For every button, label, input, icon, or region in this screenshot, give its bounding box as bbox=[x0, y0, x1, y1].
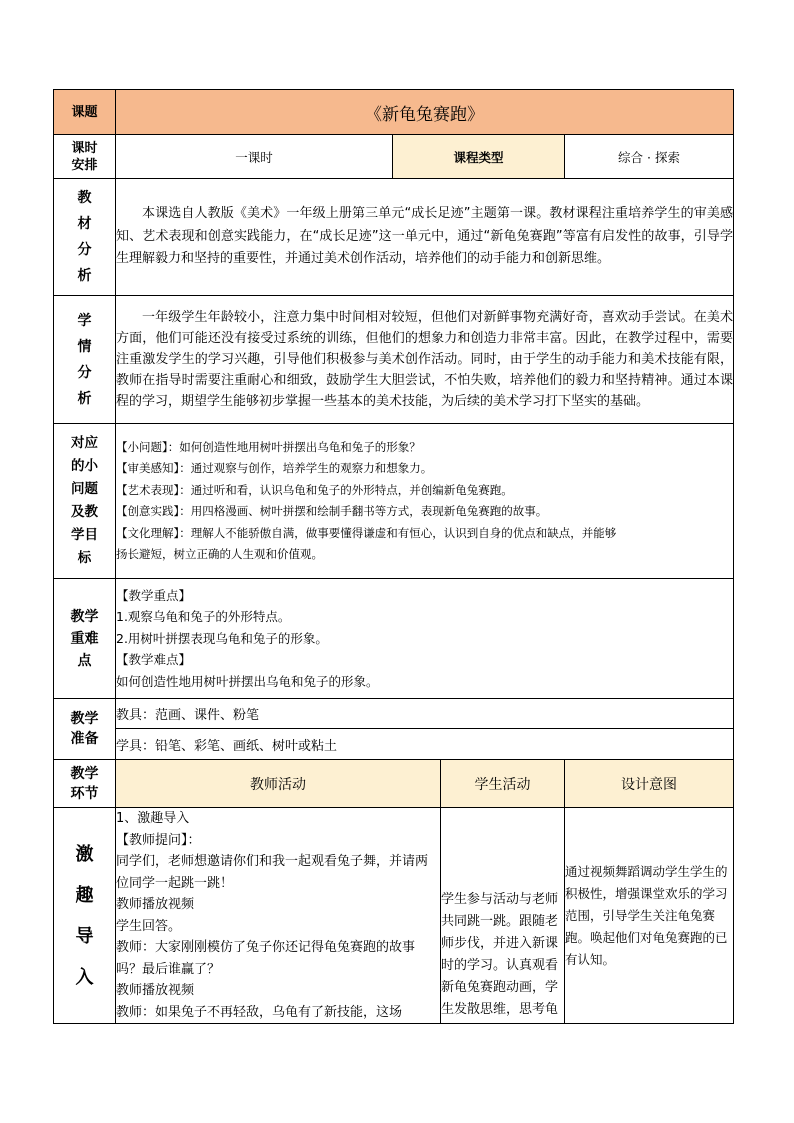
key-points-label: 教学重难点 bbox=[54, 579, 116, 699]
intro-row bbox=[54, 808, 734, 1024]
teacher-activity-line: 学生回答。 bbox=[116, 918, 182, 934]
teacher-activity-line: 教师：大家刚刚模仿了兔子你还记得龟兔赛跑的故事吗？最后谁赢了？ bbox=[116, 940, 416, 977]
intro-label: 激趣导入 bbox=[54, 808, 116, 1024]
student-activity-header: 学生活动 bbox=[441, 760, 565, 808]
course-title-row bbox=[54, 90, 734, 135]
objectives-label: 对应的小问题及教学目标 bbox=[54, 424, 116, 579]
objective-line: 【文化理解】：理解人不能骄傲自满，做事要懂得谦虚和有恒心，认识到自身的优点和缺点，并能够 bbox=[116, 525, 617, 540]
key-point-line: 2.用树叶拼摆表现乌龟和兔子的形象。 bbox=[116, 630, 328, 646]
objective-line: 【审美感知】：通过观察与创作，培养学生的观察力和想象力。 bbox=[116, 461, 433, 475]
teacher-tools-row bbox=[54, 699, 734, 729]
textbook-analysis-text: 本课选自人教版《美术》一年级上册第三单元“成长足迹”主题第一课。教材课程注重培养学生的审美感知、艺术表现和创意实践能力，在“成长足迹”这一单元中，通过“新龟兔赛跑”等富有启发性的故事，引导学生理解毅力和坚持的重要性，并通过美术创作活动，培养他们的动手能力和创新思维。 bbox=[116, 179, 734, 296]
objectives-row bbox=[54, 424, 734, 579]
intro-teacher-activity bbox=[116, 808, 441, 1024]
course-title: 《新龟兔赛跑》 bbox=[116, 90, 734, 135]
teacher-activity-line: 教师播放视频 bbox=[116, 897, 195, 912]
student-tools: 学具：铅笔、彩笔、画纸、树叶或粘土 bbox=[116, 729, 734, 760]
teacher-activity-line: 教师：如果兔子不再轻敌，乌龟有了新技能，这场 bbox=[116, 1004, 403, 1020]
intro-student-activity: 学生参与活动与老师共同跳一跳。跟随老师步伐，并进入新课时的学习。认真观看新龟兔赛跑动画，学生发散思维，思考龟 bbox=[441, 808, 565, 1024]
objective-line: 【小问题】：如何创造性地用树叶拼摆出乌龟和兔子的形象？ bbox=[116, 439, 421, 454]
course-type-label: 课程类型 bbox=[393, 135, 565, 179]
objective-line: 【创意实践】：用四格漫画、树叶拼摆和绘制手翻书等方式，表现新龟兔赛跑的故事。 bbox=[116, 504, 548, 518]
key-points-row bbox=[54, 579, 734, 699]
preparation-label: 教学准备 bbox=[54, 699, 116, 760]
design-intent-header: 设计意图 bbox=[565, 760, 734, 808]
student-analysis-label: 学情分析 bbox=[54, 296, 116, 424]
process-header-row bbox=[54, 760, 734, 808]
key-point-line: 如何创造性地用树叶拼摆出乌龟和兔子的形象。 bbox=[116, 673, 379, 689]
key-point-line: 1.观察乌龟和兔子的外形特点。 bbox=[116, 609, 291, 625]
lesson-plan-table bbox=[53, 89, 734, 1024]
objective-line: 扬长避短，树立正确的人生观和价值观。 bbox=[116, 547, 323, 561]
course-label: 课题 bbox=[54, 90, 116, 135]
textbook-analysis-row bbox=[54, 179, 734, 296]
process-label: 教学环节 bbox=[54, 760, 116, 808]
student-tools-row bbox=[54, 729, 734, 760]
teacher-activity-line: 教师播放视频 bbox=[116, 983, 195, 998]
key-points-list bbox=[116, 579, 734, 699]
student-analysis-text: 一年级学生年龄较小，注意力集中时间相对较短，但他们对新鲜事物充满好奇，喜欢动手尝试。在美术方面，他们可能还没有接受过系统的训练，但他们的想象力和创造力非常丰富。因此，在教学过程中，需要注重激发学生的学习兴趣，引导他们积极参与美术创作活动。同时，由于学生的动手能力和美术技能有限，教师在指导时需要注重耐心和细致，鼓励学生大胆尝试，不怕失败，培养他们的毅力和坚持精神。通过本课程的学习，期望学生能够初步掌握一些基本的美术技能，为后续的美术学习打下坚实的基础。 bbox=[116, 296, 734, 424]
key-point-line: 【教学难点】 bbox=[116, 652, 192, 668]
objectives-list bbox=[116, 424, 734, 579]
teacher-activity-line: 1、激趣导入 bbox=[116, 811, 190, 826]
course-type-value: 综合 · 探索 bbox=[565, 135, 734, 179]
schedule-row bbox=[54, 135, 734, 179]
objective-line: 【艺术表现】：通过听和看，认识乌龟和兔子的外形特点，并创编新龟兔赛跑。 bbox=[116, 482, 513, 497]
teacher-activity-line: 【教师提问】： bbox=[116, 832, 201, 848]
textbook-analysis-label: 教材分析 bbox=[54, 179, 116, 296]
key-point-line: 【教学重点】 bbox=[116, 587, 192, 603]
student-analysis-row bbox=[54, 296, 734, 424]
intro-design-intent: 通过视频舞蹈调动学生学生的积极性，增强课堂欢乐的学习范围，引导学生关注龟兔赛跑。唤起他们对龟兔赛跑的已有认知。 bbox=[565, 808, 734, 1024]
teacher-activity-header: 教师活动 bbox=[116, 760, 441, 808]
teacher-activity-line: 同学们，老师想邀请你们和我一起观看兔子舞，并请两位同学一起跳一跳！ bbox=[116, 854, 429, 891]
teacher-tools: 教具：范画、课件、粉笔 bbox=[116, 699, 734, 729]
schedule-label: 课时安排 bbox=[54, 135, 116, 179]
schedule-value: 一课时 bbox=[116, 135, 393, 179]
